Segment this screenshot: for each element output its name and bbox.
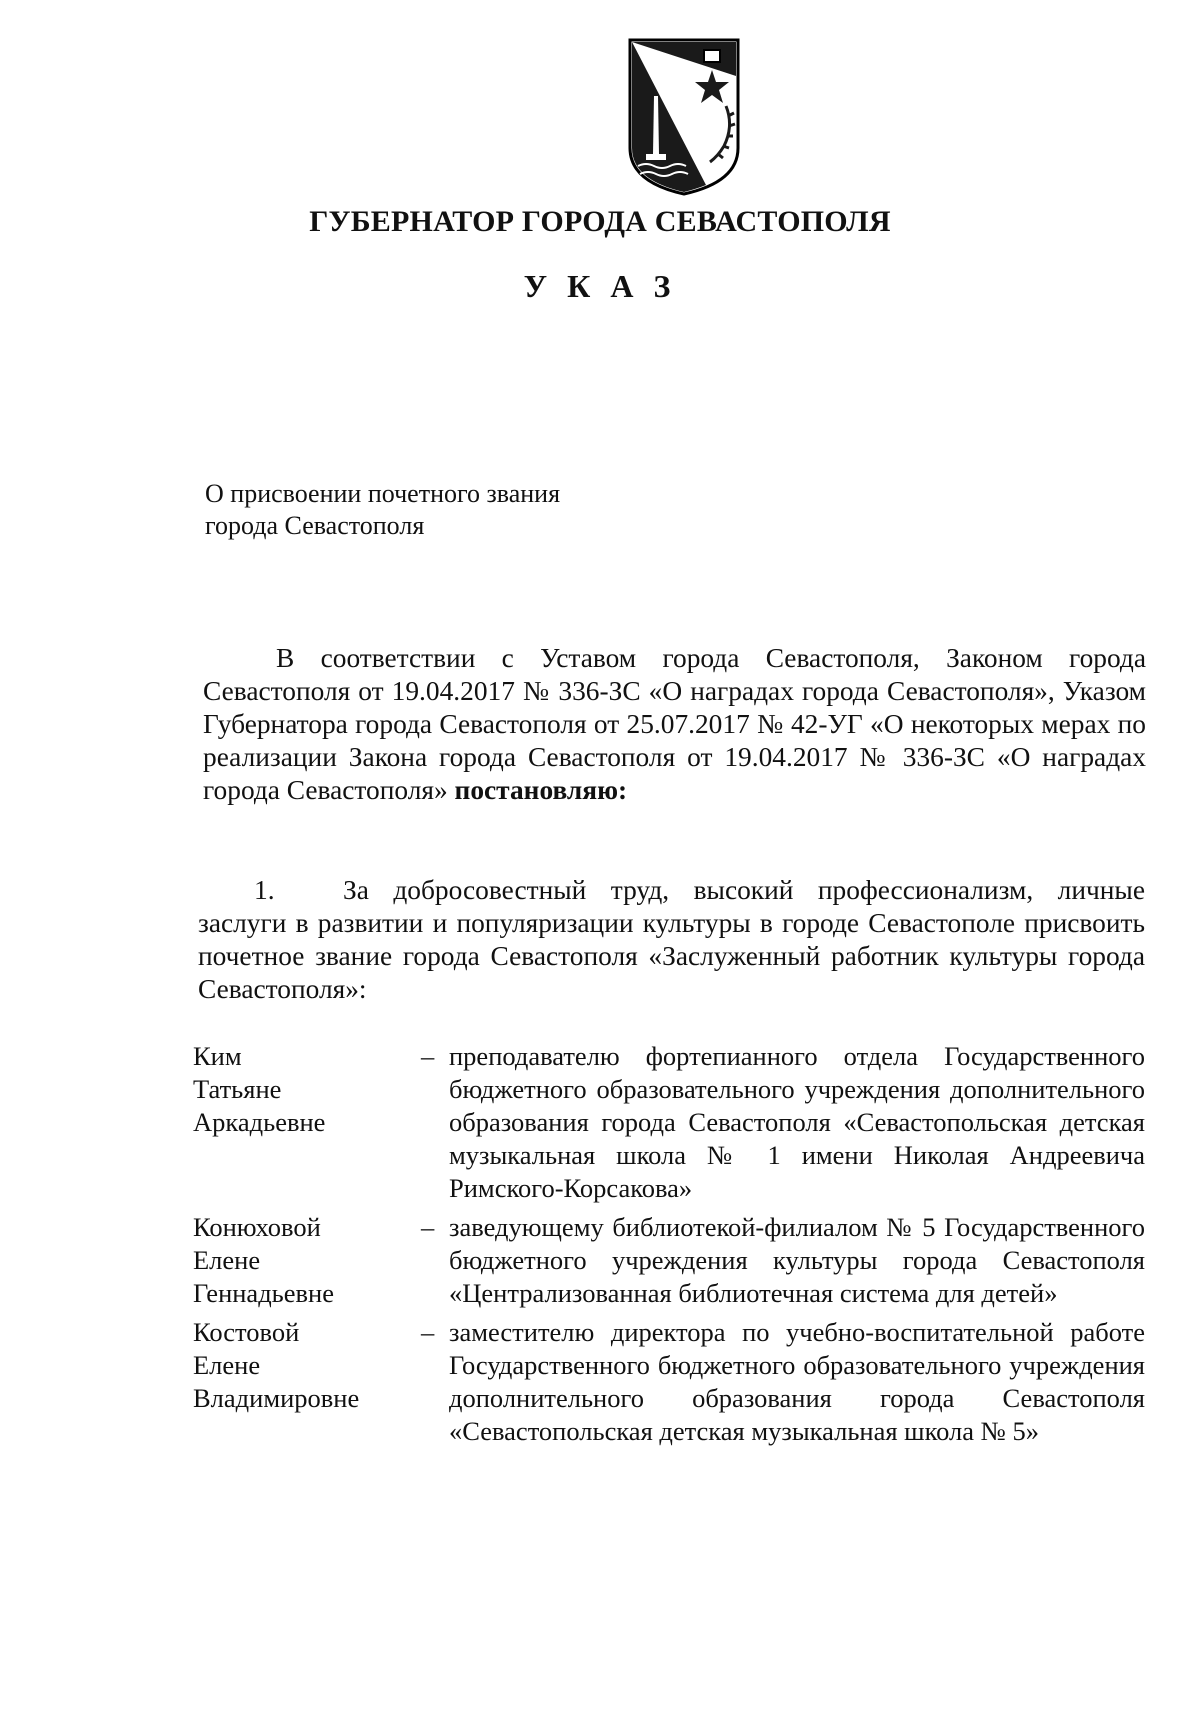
awardee-entry xyxy=(193,1316,1145,1448)
clause-1 xyxy=(198,874,1145,1006)
awardee-surname: Ким xyxy=(193,1041,242,1071)
awardee-dash: – xyxy=(421,1041,435,1071)
awardee-entry xyxy=(193,1040,1145,1205)
awardee-dash: – xyxy=(421,1317,435,1347)
awardee-list xyxy=(193,1040,1145,1454)
subject-line-1: О присвоении почетного звания xyxy=(205,479,561,508)
awardee-position: заведующему библиотекой-филиалом № 5 Государственного бюджетного учреждения культуры города Севастополя «Централизованная библиотечная система для детей» xyxy=(449,1212,1145,1308)
awardee-patronymic: Владимировне xyxy=(193,1383,360,1413)
awardee-first-name: Елене xyxy=(193,1245,261,1275)
subject-line-2: города Севастополя xyxy=(205,511,425,540)
preamble-paragraph xyxy=(203,642,1146,807)
awardee-position: преподавателю фортепианного отдела Государственного бюджетного образовательного учреждения дополнительного образования города Севастополя «Севастопольская детская музыкальная школа № 1 имени Николая Андреевича Римского-Корсакова» xyxy=(449,1041,1145,1203)
awardee-patronymic: Геннадьевне xyxy=(193,1278,334,1308)
awardee-first-name: Татьяне xyxy=(193,1074,282,1104)
awardee-first-name: Елене xyxy=(193,1350,261,1380)
awardee-patronymic: Аркадьевне xyxy=(193,1107,326,1137)
decree-subject xyxy=(205,478,560,542)
awardee-name xyxy=(193,1040,421,1205)
awardee-name xyxy=(193,1316,421,1448)
awardee-entry xyxy=(193,1211,1145,1310)
coat-of-arms-emblem xyxy=(626,36,742,196)
decree-word: постановляю xyxy=(454,775,619,805)
awardee-position: заместителю директора по учебно-воспитательной работе Государственного бюджетного образовательного учреждения дополнительного образования города Севастополя «Севастопольская детская музыкальная школа № 5» xyxy=(449,1317,1145,1446)
preamble-text: В соответствии с Уставом города Севастополя, Законом города Севастополя от 19.04.2017 № 336-ЗС «О наградах города Севастополя», Указом Губернатора города Севастополя от 25.07.2017 № 42-УГ «О некоторых мерах по реализации Закона города Севастополя от 19.04.2017 № 336-ЗС «О наградах города Севастополя» xyxy=(203,643,1146,805)
awardee-dash: – xyxy=(421,1212,435,1242)
awardee-surname: Костовой xyxy=(193,1317,300,1347)
clause-1-text: За добросовестный труд, высокий профессионализм, личные заслуги в развитии и популяризации культуры в городе Севастополе присвоить почетное звание города Севастополя «Заслуженный работник культуры города Севастополя»: xyxy=(198,875,1145,1004)
clause-1-number: 1. xyxy=(254,875,275,905)
awardee-surname: Конюховой xyxy=(193,1212,321,1242)
preamble-colon: : xyxy=(618,775,628,805)
issuing-authority-title: ГУБЕРНАТОР ГОРОДА СЕВАСТОПОЛЯ xyxy=(309,205,891,238)
awardee-name xyxy=(193,1211,421,1310)
document-type-title: У К А З xyxy=(523,268,677,304)
